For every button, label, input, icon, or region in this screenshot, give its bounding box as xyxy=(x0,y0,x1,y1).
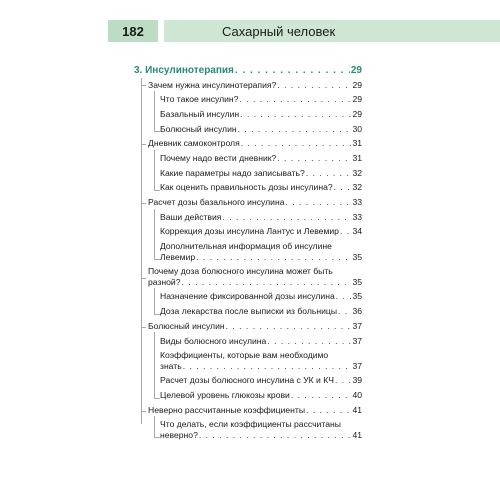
toc-subgroup-bracket xyxy=(154,332,160,398)
toc-entry-page: 40 xyxy=(352,390,362,401)
page-number: 182 xyxy=(108,20,158,42)
toc-subgroup-bracket xyxy=(154,416,160,438)
toc-entry-text: разной? xyxy=(148,276,181,287)
toc-section-hook xyxy=(141,266,146,279)
toc-entry-page: 32 xyxy=(352,167,362,178)
toc-leader-dots xyxy=(306,168,352,179)
toc-subsection[interactable] xyxy=(134,375,362,386)
toc-entry-text: Расчет дозы базального инсулина xyxy=(148,197,285,207)
toc-entry-text: Целевой уровень глюкозы крови xyxy=(160,390,290,401)
toc-entry-text: Доза лекарства после выписки из больницы xyxy=(160,306,338,317)
page-header xyxy=(108,20,500,42)
toc-entry-page: 31 xyxy=(352,152,362,163)
toc-entry-page: 34 xyxy=(352,226,362,237)
toc-subsection[interactable] xyxy=(134,153,362,164)
toc-subsection[interactable] xyxy=(134,350,362,371)
toc-entry-page: 29 xyxy=(352,108,362,119)
toc-subgroup-bracket xyxy=(154,150,160,191)
toc-entry-text: Ваши действия xyxy=(160,211,222,222)
toc-entry-text-line1: Что делать, если коэффициенты рассчитаны xyxy=(160,419,341,430)
toc-subsection[interactable] xyxy=(134,182,362,193)
toc-leader-dots xyxy=(238,124,352,135)
toc-section-hook xyxy=(141,197,146,204)
book-title: Сахарный человек xyxy=(164,20,500,42)
toc-subgroup-bracket xyxy=(154,209,160,261)
toc-entry-text: Виды болюсного инсулина xyxy=(160,335,267,346)
toc-section[interactable] xyxy=(134,197,362,208)
toc-section[interactable] xyxy=(134,80,362,91)
toc-section[interactable] xyxy=(134,266,362,287)
toc-entry-text: Расчет дозы болюсного инсулина с УК и КЧ xyxy=(160,375,334,386)
toc-chapter-page: 29 xyxy=(350,65,362,76)
toc-entry-text: Что такое инсулин? xyxy=(160,94,239,105)
toc-entry-page: 29 xyxy=(352,79,362,90)
toc-leader-dots xyxy=(196,252,351,263)
toc-leader-dots xyxy=(277,153,351,164)
toc-leader-dots xyxy=(338,306,351,317)
toc-entry-text: Дневник самоконтроля xyxy=(148,138,240,149)
toc-subsection[interactable] xyxy=(134,291,362,302)
toc-entry-text: Как оценить правильность дозы инсулина? xyxy=(160,182,333,193)
toc-leader-dots xyxy=(267,336,351,347)
toc-subsection[interactable] xyxy=(134,212,362,223)
toc-subsection[interactable] xyxy=(134,306,362,317)
toc-entry-page: 31 xyxy=(352,138,362,149)
toc-subsection[interactable] xyxy=(134,226,362,237)
toc-subsection[interactable] xyxy=(134,419,362,440)
toc-leader-dots xyxy=(199,430,352,441)
toc-entry-text: Какие параметры надо записывать? xyxy=(160,167,305,178)
toc-subsection[interactable] xyxy=(134,390,362,401)
toc-leader-dots xyxy=(235,65,350,77)
toc-entry-text: Болюсный инсулин xyxy=(148,320,225,331)
toc-subsection[interactable] xyxy=(134,124,362,135)
toc-leader-dots xyxy=(291,390,352,401)
toc-leader-dots xyxy=(335,375,351,386)
toc-section[interactable] xyxy=(134,405,362,416)
toc-entry-page: 36 xyxy=(352,306,362,317)
toc-chapter-label: 3. Инсулинотерапия xyxy=(134,65,234,76)
toc-subsection[interactable] xyxy=(134,241,362,262)
toc-entry-page: 33 xyxy=(352,211,362,222)
toc-entry-text: Базальный инсулин xyxy=(160,108,240,119)
toc-leader-dots xyxy=(277,80,351,91)
toc-entry-page: 41 xyxy=(352,429,362,440)
toc-leader-dots xyxy=(240,109,351,120)
toc-entry-text: Зачем нужна инсулинотерапия? xyxy=(148,79,277,90)
toc-entry-page: 35 xyxy=(352,251,362,262)
toc-entry-text: Болюсный инсулин xyxy=(160,123,237,134)
toc-entry-page: 35 xyxy=(352,276,362,287)
toc-entry-text: Коррекция дозы инсулина Лантус и Левемир xyxy=(160,226,339,237)
toc-leader-dots xyxy=(222,212,351,223)
toc-leader-dots xyxy=(183,361,352,372)
toc-section-hook xyxy=(141,80,146,87)
toc-entry-text-line1: Почему доза болюсного инсулина может быть xyxy=(148,266,333,277)
toc-leader-dots xyxy=(306,405,351,416)
toc-leader-dots xyxy=(285,197,351,208)
toc-entry-page: 37 xyxy=(352,320,362,331)
toc-leader-dots xyxy=(241,138,352,149)
toc-section[interactable] xyxy=(134,138,362,149)
toc-entry-text: Почему надо вести дневник? xyxy=(160,152,277,163)
toc-section-hook xyxy=(141,321,146,328)
toc-chapter[interactable] xyxy=(134,65,362,77)
toc-entry-page: 41 xyxy=(352,404,362,415)
toc-subgroup-bracket xyxy=(154,91,160,132)
toc-entry-text: Левемир xyxy=(160,251,196,262)
toc-entry-text: неверно? xyxy=(160,429,198,440)
toc-section-hook xyxy=(141,138,146,145)
toc-section[interactable] xyxy=(134,321,362,332)
toc-leader-dots xyxy=(336,291,352,302)
toc-leader-dots xyxy=(182,277,352,288)
toc-subsection[interactable] xyxy=(134,109,362,120)
toc-entry-page: 32 xyxy=(352,182,362,193)
toc-entry-text-line1: Коэффициенты, которые вам необходимо xyxy=(160,350,329,361)
toc-subgroup-bracket xyxy=(154,288,160,314)
table-of-contents xyxy=(134,65,362,445)
toc-entry-page: 29 xyxy=(352,94,362,105)
toc-entry-page: 37 xyxy=(352,360,362,371)
toc-subsection[interactable] xyxy=(134,168,362,179)
toc-entry-page: 33 xyxy=(352,197,362,207)
toc-entry-text: знать xyxy=(160,360,182,371)
toc-entry-text-line1: Дополнительная информация об инсулине xyxy=(160,241,332,252)
toc-subsection[interactable] xyxy=(134,94,362,105)
toc-leader-dots xyxy=(340,226,351,237)
toc-group-bracket xyxy=(141,78,147,424)
toc-leader-dots xyxy=(239,94,351,105)
toc-leader-dots xyxy=(226,321,352,332)
toc-entry-page: 30 xyxy=(352,123,362,134)
toc-subsection[interactable] xyxy=(134,336,362,347)
toc-entry-page: 37 xyxy=(352,335,362,346)
toc-entry-text: Неверно рассчитанные коэффициенты xyxy=(148,404,306,415)
toc-entry-page: 39 xyxy=(352,375,362,386)
toc-section-hook xyxy=(141,405,146,412)
toc-entry-text: Назначение фиксированной дозы инсулина xyxy=(160,291,335,302)
toc-entry-page: 35 xyxy=(352,291,362,302)
toc-leader-dots xyxy=(334,182,352,193)
